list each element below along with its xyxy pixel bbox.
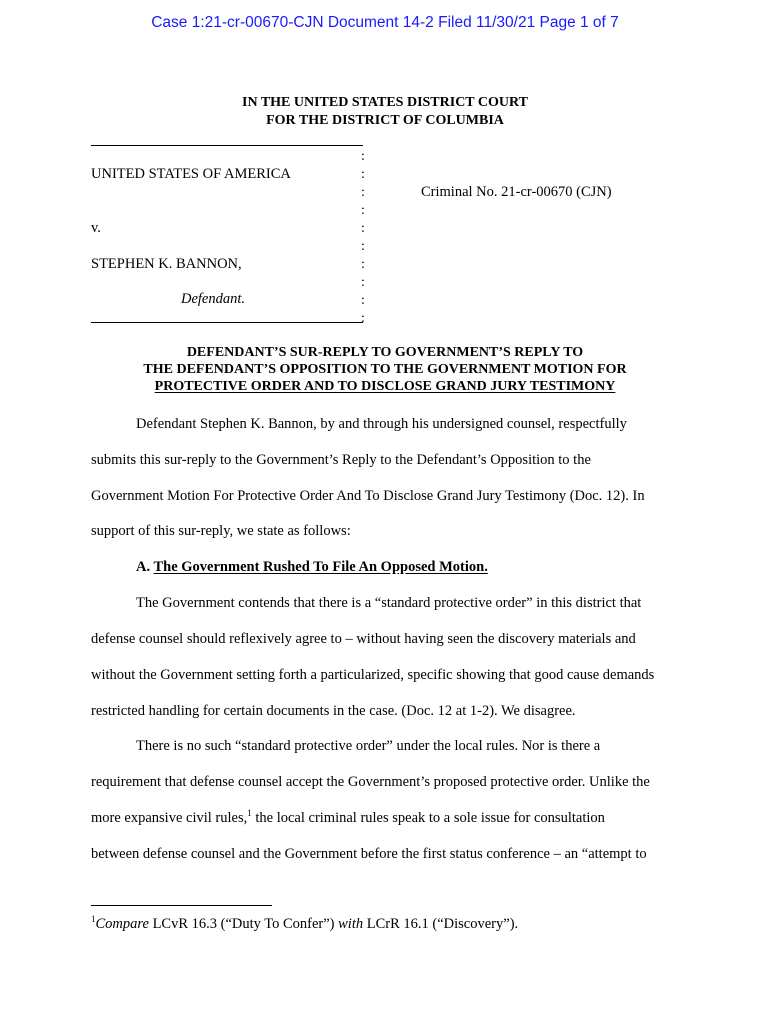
footnote-reference[interactable]: 1 [247, 808, 252, 818]
court-name-line-2: FOR THE DISTRICT OF COLUMBIA [266, 113, 504, 128]
para1-line-2: defense counsel should reflexively agree to – without having seen the discovery materials and [91, 631, 636, 647]
para2-line-4: between defense counsel and the Government before the first status conference – an “attempt to [91, 846, 647, 862]
footnote-1 [91, 916, 518, 933]
document-title-line-3 [0, 379, 770, 395]
document-title-line-3-text: PROTECTIVE ORDER AND TO DISCLOSE GRAND JURY TESTIMONY [154, 379, 616, 394]
intro-line-4: support of this sur-reply, we state as follows: [91, 523, 351, 539]
section-a-heading-text: The Government Rushed To File An Opposed Motion. [153, 559, 488, 575]
caption-defendant-role: Defendant. [181, 291, 246, 307]
caption-colon: : [361, 311, 365, 326]
caption-colon: : [361, 185, 365, 200]
footnote-compare: Compare [95, 916, 149, 932]
para1-line-4: restricted handling for certain documents in the case. (Doc. 12 at 1-2). We disagree. [91, 703, 576, 719]
footnote-text-2: LCrR 16.1 (“Discovery”). [363, 916, 519, 932]
court-name-line-1: IN THE UNITED STATES DISTRICT COURT [242, 95, 528, 110]
footnote-text-1: LCvR 16.3 (“Duty To Confer”) [148, 916, 339, 932]
caption-bottom-rule [91, 322, 363, 323]
caption-colon: : [361, 239, 365, 254]
section-a-heading [136, 559, 488, 576]
para1-line-3: without the Government setting forth a particularized, specific showing that good cause demands [91, 667, 655, 683]
caption-colon: : [361, 293, 365, 308]
intro-line-3: Government Motion For Protective Order And To Disclose Grand Jury Testimony (Doc. 12). In [91, 488, 645, 504]
caption-colon: : [361, 149, 365, 164]
caption-colon: : [361, 167, 365, 182]
document-title-line-2: THE DEFENDANT’S OPPOSITION TO THE GOVERNMENT MOTION FOR [143, 362, 627, 377]
para1-line-1: The Government contends that there is a “standard protective order” in this district that [136, 595, 642, 611]
section-a-label: A. [136, 559, 151, 575]
case-header-stamp: Case 1:21-cr-00670-CJN Document 14-2 Filed 11/30/21 Page 1 of 7 [151, 14, 619, 31]
intro-line-1: Defendant Stephen K. Bannon, by and through his undersigned counsel, respectfully [136, 416, 627, 432]
caption-colon: : [361, 203, 365, 218]
caption-colon: : [361, 257, 365, 272]
caption-colon: : [361, 221, 365, 236]
footnote-with: with [338, 916, 364, 932]
para2-line-3-start: more expansive civil rules, [91, 810, 248, 826]
para2-line-2: requirement that defense counsel accept the Government’s proposed protective order. Unlike the [91, 774, 650, 790]
footnote-separator [91, 905, 272, 906]
document-title-line-1: DEFENDANT’S SUR-REPLY TO GOVERNMENT’S REPLY TO [186, 345, 584, 360]
para2-line-1: There is no such “standard protective order” under the local rules. Nor is there a [136, 738, 601, 754]
caption-case-number: Criminal No. 21-cr-00670 (CJN) [421, 184, 612, 200]
intro-line-2: submits this sur-reply to the Government’s Reply to the Defendant’s Opposition to the [91, 452, 591, 468]
caption-defendant-name: STEPHEN K. BANNON, [91, 256, 242, 272]
para2-line-3 [91, 810, 605, 827]
caption-versus: v. [91, 220, 101, 236]
para2-line-3-end: the local criminal rules speak to a sole issue for consultation [251, 810, 605, 826]
caption-plaintiff: UNITED STATES OF AMERICA [91, 166, 291, 182]
caption-colon: : [361, 275, 365, 290]
footnote-number: 1 [91, 914, 96, 924]
caption-top-rule [91, 145, 363, 146]
